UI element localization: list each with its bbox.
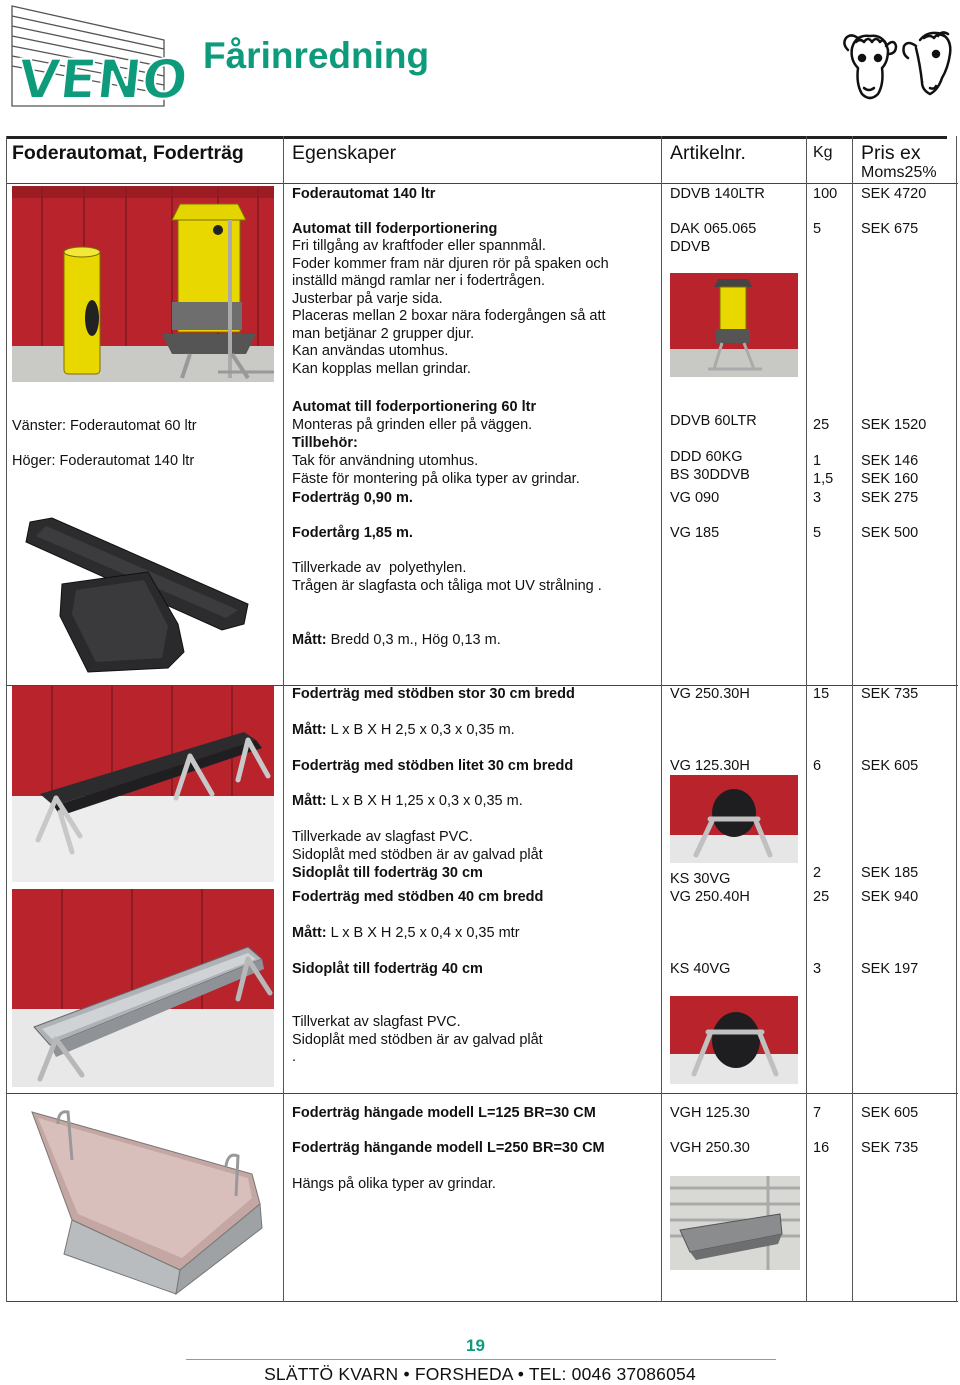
dimensions-label: Mått: xyxy=(292,632,327,648)
stand-large-title: Foderträg med stödben stor 30 cm bredd xyxy=(292,686,575,702)
kg-60: 25 xyxy=(813,417,830,433)
col-header-properties: Egenskaper xyxy=(292,142,397,164)
stand-small-dimensions xyxy=(292,793,523,811)
stand-large-kg: 15 xyxy=(813,686,830,702)
kg-185: 5 xyxy=(813,525,822,541)
col-rule-3 xyxy=(806,136,807,1302)
price-60: SEK 1520 xyxy=(861,417,927,433)
automat-price: SEK 675 xyxy=(861,221,919,237)
side-plate-30-article: KS 30VG xyxy=(670,871,731,887)
article-090: VG 090 xyxy=(670,490,720,506)
dimensions-row xyxy=(292,632,501,650)
dimensions-value: Bredd 0,3 m., Hög 0,13 m. xyxy=(326,632,501,648)
hanging-125-article: VGH 125.30 xyxy=(670,1105,750,1121)
price-140: SEK 4720 xyxy=(861,186,927,202)
stand-small-kg: 6 xyxy=(813,758,822,774)
hanging-125-kg: 7 xyxy=(813,1105,822,1121)
hanging-125-title: Foderträg hängade modell L=125 BR=30 CM xyxy=(292,1105,596,1121)
mount-desc: Fäste för montering på olika typer av grindar. xyxy=(292,471,580,487)
veno-logo xyxy=(8,4,192,111)
hanging-250-kg: 16 xyxy=(813,1140,830,1156)
small-feeder-photo xyxy=(670,273,798,377)
kg-090: 3 xyxy=(813,490,822,506)
col-rule-4 xyxy=(852,136,853,1302)
stand-small-dim-value: L x B X H 1,25 x 0,3 x 0,35 m. xyxy=(326,793,523,809)
stand-large-dim-label: Mått: xyxy=(292,722,327,738)
page-number: 19 xyxy=(466,1336,485,1355)
pvc-note: Tillverkade av slagfast PVC. xyxy=(292,829,473,845)
col-header-article: Artikelnr. xyxy=(670,142,746,164)
hanging-note: Hängs på olika typer av grindar. xyxy=(292,1176,496,1192)
side-plate-40-title: Sidoplåt till foderträg 40 cm xyxy=(292,961,483,977)
article-60: DDVB 60LTR xyxy=(670,413,757,429)
side-plate-30-price: SEK 185 xyxy=(861,865,919,881)
stand-large-dimensions xyxy=(292,722,515,740)
trough-090-title: Foderträg 0,90 m. xyxy=(292,490,413,506)
col-header-kg: Kg xyxy=(813,144,833,161)
price-090: SEK 275 xyxy=(861,490,919,506)
hanging-250-article: VGH 250.30 xyxy=(670,1140,750,1156)
hanging-125-price: SEK 605 xyxy=(861,1105,919,1121)
feeder-photo xyxy=(12,186,274,382)
table-bottom-rule xyxy=(6,1301,958,1302)
trough-40-photo xyxy=(12,889,274,1087)
side-plate-30-title: Sidoplåt till foderträg 30 cm xyxy=(292,865,483,881)
product-name-140: Foderautomat 140 ltr xyxy=(292,186,436,202)
automat-60-desc: Monteras på grinden eller på väggen. xyxy=(292,417,533,433)
kg-mount: 1,5 xyxy=(813,471,834,487)
left-caption: Vänster: Foderautomat 60 ltr xyxy=(12,418,197,434)
hanging-trough-photo xyxy=(12,1104,274,1296)
col-header-vat: Moms25% xyxy=(861,164,937,181)
automat-article: DAK 065.065 DDVB xyxy=(670,221,757,255)
stand-large-dim-value: L x B X H 2,5 x 0,3 x 0,35 m. xyxy=(326,722,515,738)
price-185: SEK 500 xyxy=(861,525,919,541)
trough-40-kg: 25 xyxy=(813,889,830,905)
material-desc: Tillverkade av polyethylen. Trågen är slagfasta och tåliga mot UV strålning . xyxy=(292,560,602,594)
pvc-note-2: Tillverkat av slagfast PVC. Sidoplåt med stödben är av galvad plåt . xyxy=(292,1014,543,1065)
col-rule-5 xyxy=(956,136,957,1302)
footer-contact: SLÄTTÖ KVARN • FORSHEDA • TEL: 0046 37086054 xyxy=(264,1364,696,1384)
side-plate-40-kg: 3 xyxy=(813,961,822,977)
side-plate-40-price: SEK 197 xyxy=(861,961,919,977)
col-rule-0 xyxy=(6,136,7,1302)
trough-40-dim-value: L x B X H 2,5 x 0,4 x 0,35 mtr xyxy=(326,925,520,941)
article-140: DDVB 140LTR xyxy=(670,186,765,202)
trough-40-dim-label: Mått: xyxy=(292,925,327,941)
sheep-heads-icon xyxy=(838,28,956,106)
kg-140: 100 xyxy=(813,186,838,202)
automat-title: Automat till foderportionering xyxy=(292,221,498,237)
side-plate-40-photo xyxy=(670,996,798,1084)
hanging-250-price: SEK 735 xyxy=(861,1140,919,1156)
hanging-250-title: Foderträg hängande modell L=250 BR=30 CM xyxy=(292,1140,605,1156)
trough-40-price: SEK 940 xyxy=(861,889,919,905)
automat-60-title: Automat till foderportionering 60 ltr xyxy=(292,399,537,415)
trough-40-title: Foderträg med stödben 40 cm bredd xyxy=(292,889,544,905)
automat-description: Fri tillgång av kraftfoder eller spannmål. Foder kommer fram när djuren rör på spaken och inställd mängd ramlar ner i fodertrågen. Justerbar på varje sida. Placeras mellan 2 boxar nära fodergången så att man betjänar 2 grupper djur. Kan användas utomhus. Kan kopplas mellan grindar. xyxy=(292,238,609,377)
stand-small-price: SEK 605 xyxy=(861,758,919,774)
side-plate-30-photo xyxy=(670,775,798,863)
side-plate-note: Sidoplåt med stödben är av galvad plåt xyxy=(292,847,543,863)
col-rule-2 xyxy=(661,136,662,1302)
trough-stand-photo xyxy=(12,686,274,882)
stand-small-title: Foderträg med stödben litet 30 cm bredd xyxy=(292,758,574,774)
section-rule-2 xyxy=(6,1093,958,1094)
hanging-gate-photo xyxy=(670,1176,800,1270)
stand-small-dim-label: Mått: xyxy=(292,793,327,809)
col-header-product: Foderautomat, Foderträg xyxy=(12,142,244,164)
col-header-price: Pris ex xyxy=(861,142,921,164)
right-caption: Höger: Foderautomat 140 ltr xyxy=(12,453,195,469)
article-roof: DDD 60KG xyxy=(670,449,743,465)
trough-40-article: VG 250.40H xyxy=(670,889,750,905)
roof-desc: Tak för användning utomhus. xyxy=(292,453,479,469)
footer-divider xyxy=(186,1359,776,1360)
stand-large-article: VG 250.30H xyxy=(670,686,750,702)
kg-roof: 1 xyxy=(813,453,822,469)
side-plate-40-article: KS 40VG xyxy=(670,961,731,977)
plastic-trough-photo xyxy=(12,512,274,678)
trough-40-dimensions xyxy=(292,925,520,943)
logo-text: VENO xyxy=(14,48,192,111)
price-roof: SEK 146 xyxy=(861,453,919,469)
col-rule-1 xyxy=(283,136,284,1302)
side-plate-30-kg: 2 xyxy=(813,865,822,881)
trough-185-title: Fodertårg 1,85 m. xyxy=(292,525,413,541)
header-rule xyxy=(6,183,958,184)
price-mount: SEK 160 xyxy=(861,471,919,487)
stand-small-article: VG 125.30H xyxy=(670,758,750,774)
article-mount: BS 30DDVB xyxy=(670,467,750,483)
article-185: VG 185 xyxy=(670,525,720,541)
automat-kg: 5 xyxy=(813,221,822,237)
page-title: Fårinredning xyxy=(203,35,430,76)
accessories-label: Tillbehör: xyxy=(292,435,358,451)
stand-large-price: SEK 735 xyxy=(861,686,919,702)
